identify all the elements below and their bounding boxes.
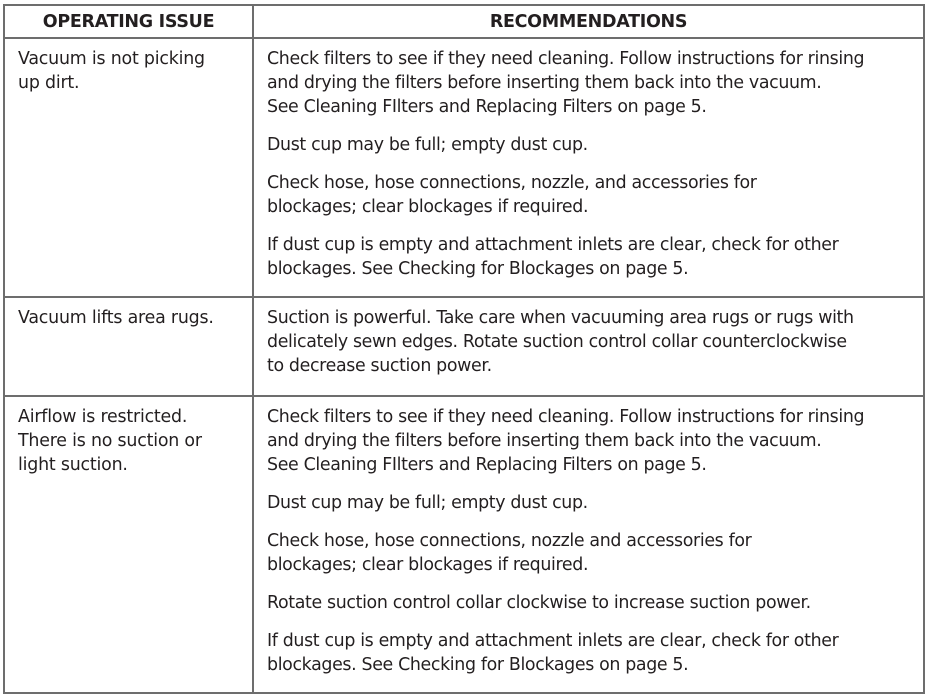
text-line: to decrease suction power. — [267, 356, 492, 376]
issue-line: Airflow is restricted. — [18, 407, 188, 427]
recommendation-paragraph — [267, 233, 917, 281]
recommendation-paragraph — [267, 591, 917, 615]
text-line: If dust cup is empty and attachment inlets are clear, check for other — [267, 631, 839, 651]
recommendation-paragraph — [267, 133, 917, 157]
table-row — [5, 397, 923, 692]
text-line: blockages. See Checking for Blockages on page 5. — [267, 655, 689, 675]
text-line: delicately sewn edges. Rotate suction control collar counterclockwise — [267, 332, 847, 352]
header-recommendations: RECOMMENDATIONS — [489, 12, 688, 32]
issue-line: Vacuum lifts area rugs. — [18, 308, 214, 328]
issue-cell — [5, 397, 254, 692]
table-row — [5, 39, 923, 298]
issue-line: Vacuum is not picking — [18, 49, 205, 69]
text-line: and drying the filters before inserting them back into the vacuum. — [267, 431, 822, 451]
recommendation-paragraph — [267, 491, 917, 515]
issue-cell — [5, 39, 254, 296]
text-line: blockages; clear blockages if required. — [267, 555, 589, 575]
recommendation-paragraph — [267, 629, 917, 677]
recommendation-paragraph — [267, 405, 917, 477]
troubleshooting-table — [3, 4, 925, 694]
issue-line: light suction. — [18, 455, 128, 475]
text-line: Check filters to see if they need cleaning. Follow instructions for rinsing — [267, 407, 865, 427]
text-line: Rotate suction control collar clockwise to increase suction power. — [267, 593, 811, 613]
issue-cell — [5, 298, 254, 395]
recommendation-cell — [254, 397, 923, 692]
text-line: See Cleaning FIlters and Replacing Filters on page 5. — [267, 97, 707, 117]
header-operating-issue: OPERATING ISSUE — [5, 6, 254, 37]
text-line: If dust cup is empty and attachment inlets are clear, check for other — [267, 235, 839, 255]
text-line: Dust cup may be full; empty dust cup. — [267, 493, 588, 513]
text-line: Check hose, hose connections, nozzle and accessories for — [267, 531, 752, 551]
issue-line: There is no suction or — [18, 431, 202, 451]
text-line: blockages; clear blockages if required. — [267, 197, 589, 217]
text-line: Check filters to see if they need cleaning. Follow instructions for rinsing — [267, 49, 865, 69]
text-line: See Cleaning FIlters and Replacing Filters on page 5. — [267, 455, 707, 475]
recommendation-cell — [254, 39, 923, 296]
text-line: and drying the filters before inserting them back into the vacuum. — [267, 73, 822, 93]
recommendation-paragraph — [267, 47, 917, 119]
recommendation-paragraph — [267, 171, 917, 219]
text-line: Check hose, hose connections, nozzle, and accessories for — [267, 173, 757, 193]
table-row — [5, 298, 923, 397]
text-line: Suction is powerful. Take care when vacuuming area rugs or rugs with — [267, 308, 854, 328]
issue-line: up dirt. — [18, 73, 80, 93]
recommendation-cell — [254, 298, 923, 395]
text-line: Dust cup may be full; empty dust cup. — [267, 135, 588, 155]
recommendation-paragraph — [267, 529, 917, 577]
table-header-row — [5, 6, 923, 39]
recommendation-paragraph — [267, 306, 917, 378]
text-line: blockages. See Checking for Blockages on page 5. — [267, 259, 689, 279]
